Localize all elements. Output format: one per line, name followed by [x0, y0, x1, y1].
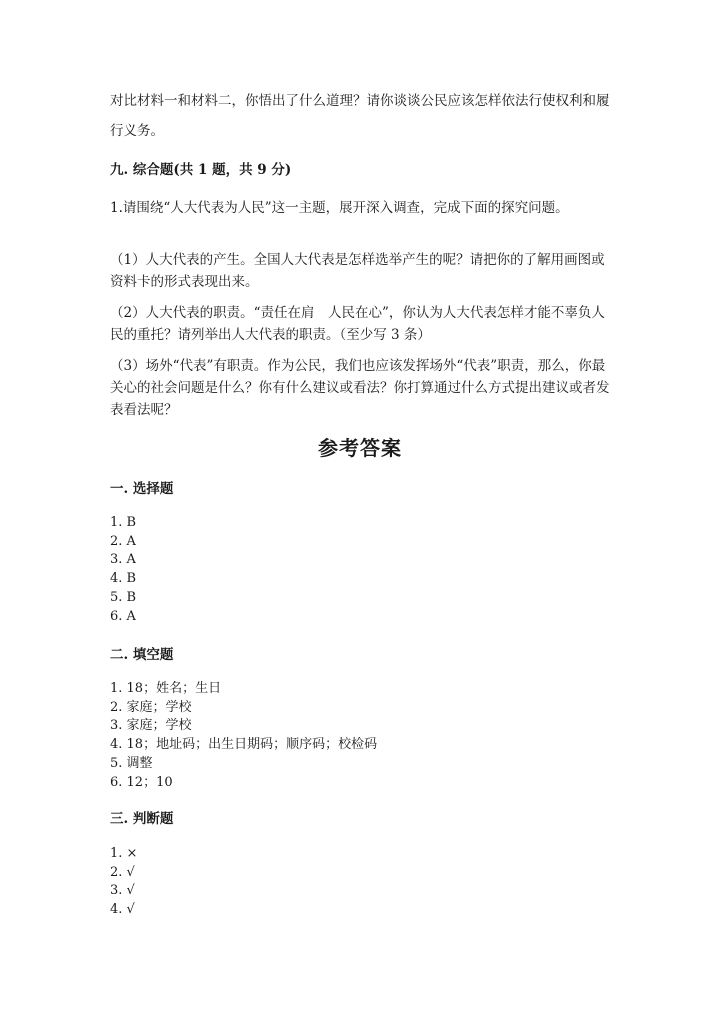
- answer-item: 6. A: [110, 608, 136, 624]
- material-question: 对比材料一和材料二，你悟出了什么道理？请你谈谈公民应该怎样依法行使权利和履行义务。: [110, 93, 610, 139]
- section-9-heading: 九. 综合题(共 1 题，共 9 分): [110, 162, 292, 178]
- section-9-sub-question-3: （3）场外“代表”有职责。作为公民，我们也应该发挥场外“代表”职责，那么，你最关心的社会问题是什么？你有什么建议或看法？你打算通过什么方式提出建议或者发表看法呢？: [110, 358, 610, 418]
- answer-item: 3. A: [110, 552, 136, 568]
- answer-list-true-false: [110, 845, 137, 920]
- answer-item: 3. √: [110, 883, 135, 899]
- answer-list-choice: [110, 514, 136, 626]
- answer-item: 5. B: [110, 589, 137, 605]
- answer-list-fill-blank: [110, 680, 377, 792]
- answer-item: 4. √: [110, 902, 135, 918]
- answer-section-heading: 三. 判断题: [110, 811, 174, 827]
- answer-item: 5. 调整: [110, 755, 153, 771]
- section-9-sub-question-2: （2）人大代表的职责。“责任在肩 人民在心”，你认为人大代表怎样才能不辜负人民的重托？请列举出人大代表的职责。（至少写 3 条）: [110, 305, 605, 343]
- answer-item: 1. B: [110, 515, 137, 530]
- answer-item: 3. 家庭；学校: [110, 718, 192, 734]
- answer-item: 4. B: [110, 571, 137, 587]
- answer-section-heading: 二. 填空题: [110, 647, 174, 663]
- answer-section-heading: 一. 选择题: [110, 481, 174, 497]
- answer-item: 2. √: [110, 864, 135, 880]
- answer-key-title: 参考答案: [318, 436, 402, 460]
- answer-item: 6. 12；10: [110, 774, 173, 790]
- answer-item: 4. 18；地址码；出生日期码；顺序码；校检码: [110, 737, 378, 753]
- answer-item: 2. A: [110, 533, 136, 549]
- section-9-sub-question-1: （1）人大代表的产生。全国人大代表是怎样选举产生的呢？请把你的了解用画图或资料卡的形式表现出来。: [110, 252, 605, 290]
- answer-item: 1. ×: [110, 846, 138, 861]
- answer-item: 2. 家庭；学校: [110, 699, 192, 715]
- answer-item: 1. 18；姓名；生日: [110, 681, 222, 696]
- section-9-intro: 1.请围绕“人大代表为人民”这一主题，展开深入调查，完成下面的探究问题。: [110, 200, 569, 216]
